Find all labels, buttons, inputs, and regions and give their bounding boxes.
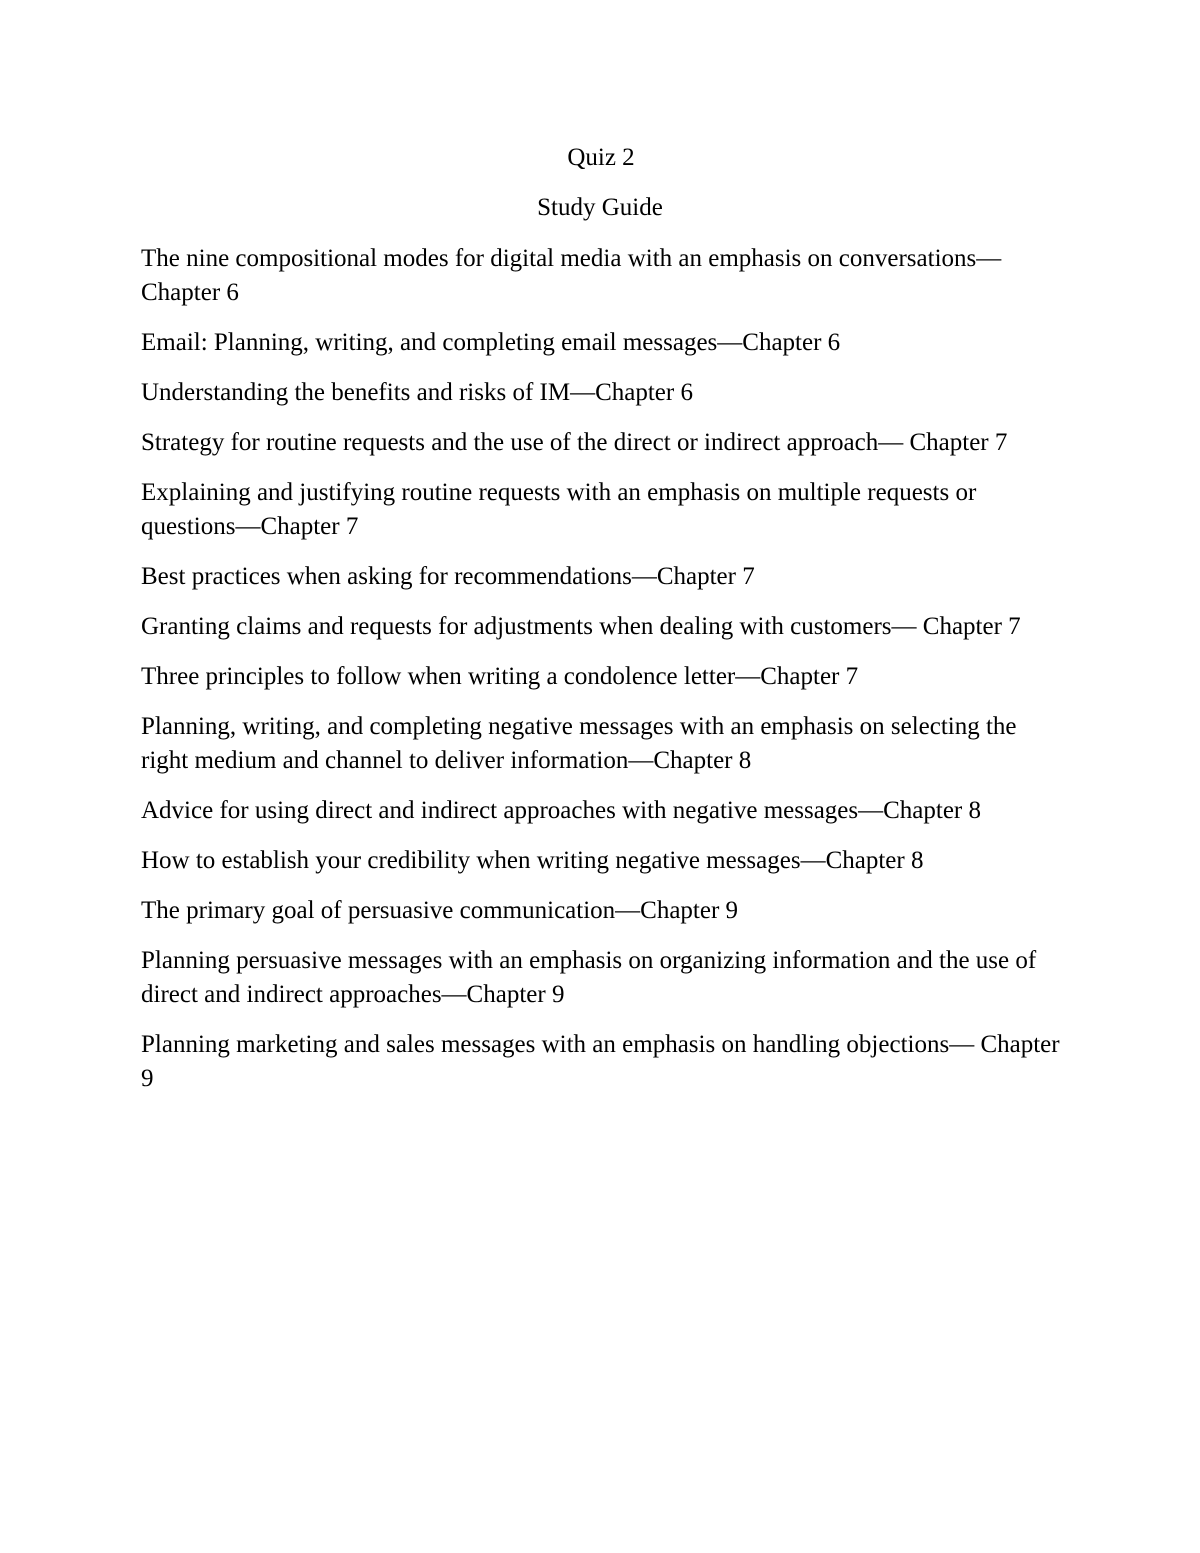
list-item: Best practices when asking for recommendations—Chapter 7	[141, 563, 755, 590]
page-subtitle: Study Guide	[537, 194, 663, 221]
list-item: Strategy for routine requests and the use of the direct or indirect approach— Chapter 7	[141, 429, 1008, 456]
list-item: Advice for using direct and indirect approaches with negative messages—Chapter 8	[141, 797, 982, 824]
list-item: The primary goal of persuasive communication—Chapter 9	[141, 897, 739, 924]
list-item: Planning marketing and sales messages with an emphasis on handling objections— Chapter 9	[141, 1031, 1060, 1092]
list-item: Email: Planning, writing, and completing email messages—Chapter 6	[141, 329, 841, 356]
list-item: How to establish your credibility when writing negative messages—Chapter 8	[141, 847, 924, 874]
list-item: Planning persuasive messages with an emphasis on organizing information and the use of direct and indirect approaches—Chapter 9	[141, 947, 1037, 1008]
topic-list	[141, 242, 1066, 1112]
list-item: Understanding the benefits and risks of IM—Chapter 6	[141, 379, 693, 406]
list-item: Explaining and justifying routine requests with an emphasis on multiple requests or questions—Chapter 7	[141, 479, 977, 540]
list-item: Granting claims and requests for adjustments when dealing with customers— Chapter 7	[141, 613, 1021, 640]
list-item: Three principles to follow when writing a condolence letter—Chapter 7	[141, 663, 859, 690]
list-item: Planning, writing, and completing negative messages with an emphasis on selecting the right medium and channel to deliver information—Chapter 8	[141, 713, 1017, 774]
list-item: The nine compositional modes for digital media with an emphasis on conversations—Chapter 6	[141, 245, 1002, 306]
page-title: Quiz 2	[567, 144, 635, 171]
